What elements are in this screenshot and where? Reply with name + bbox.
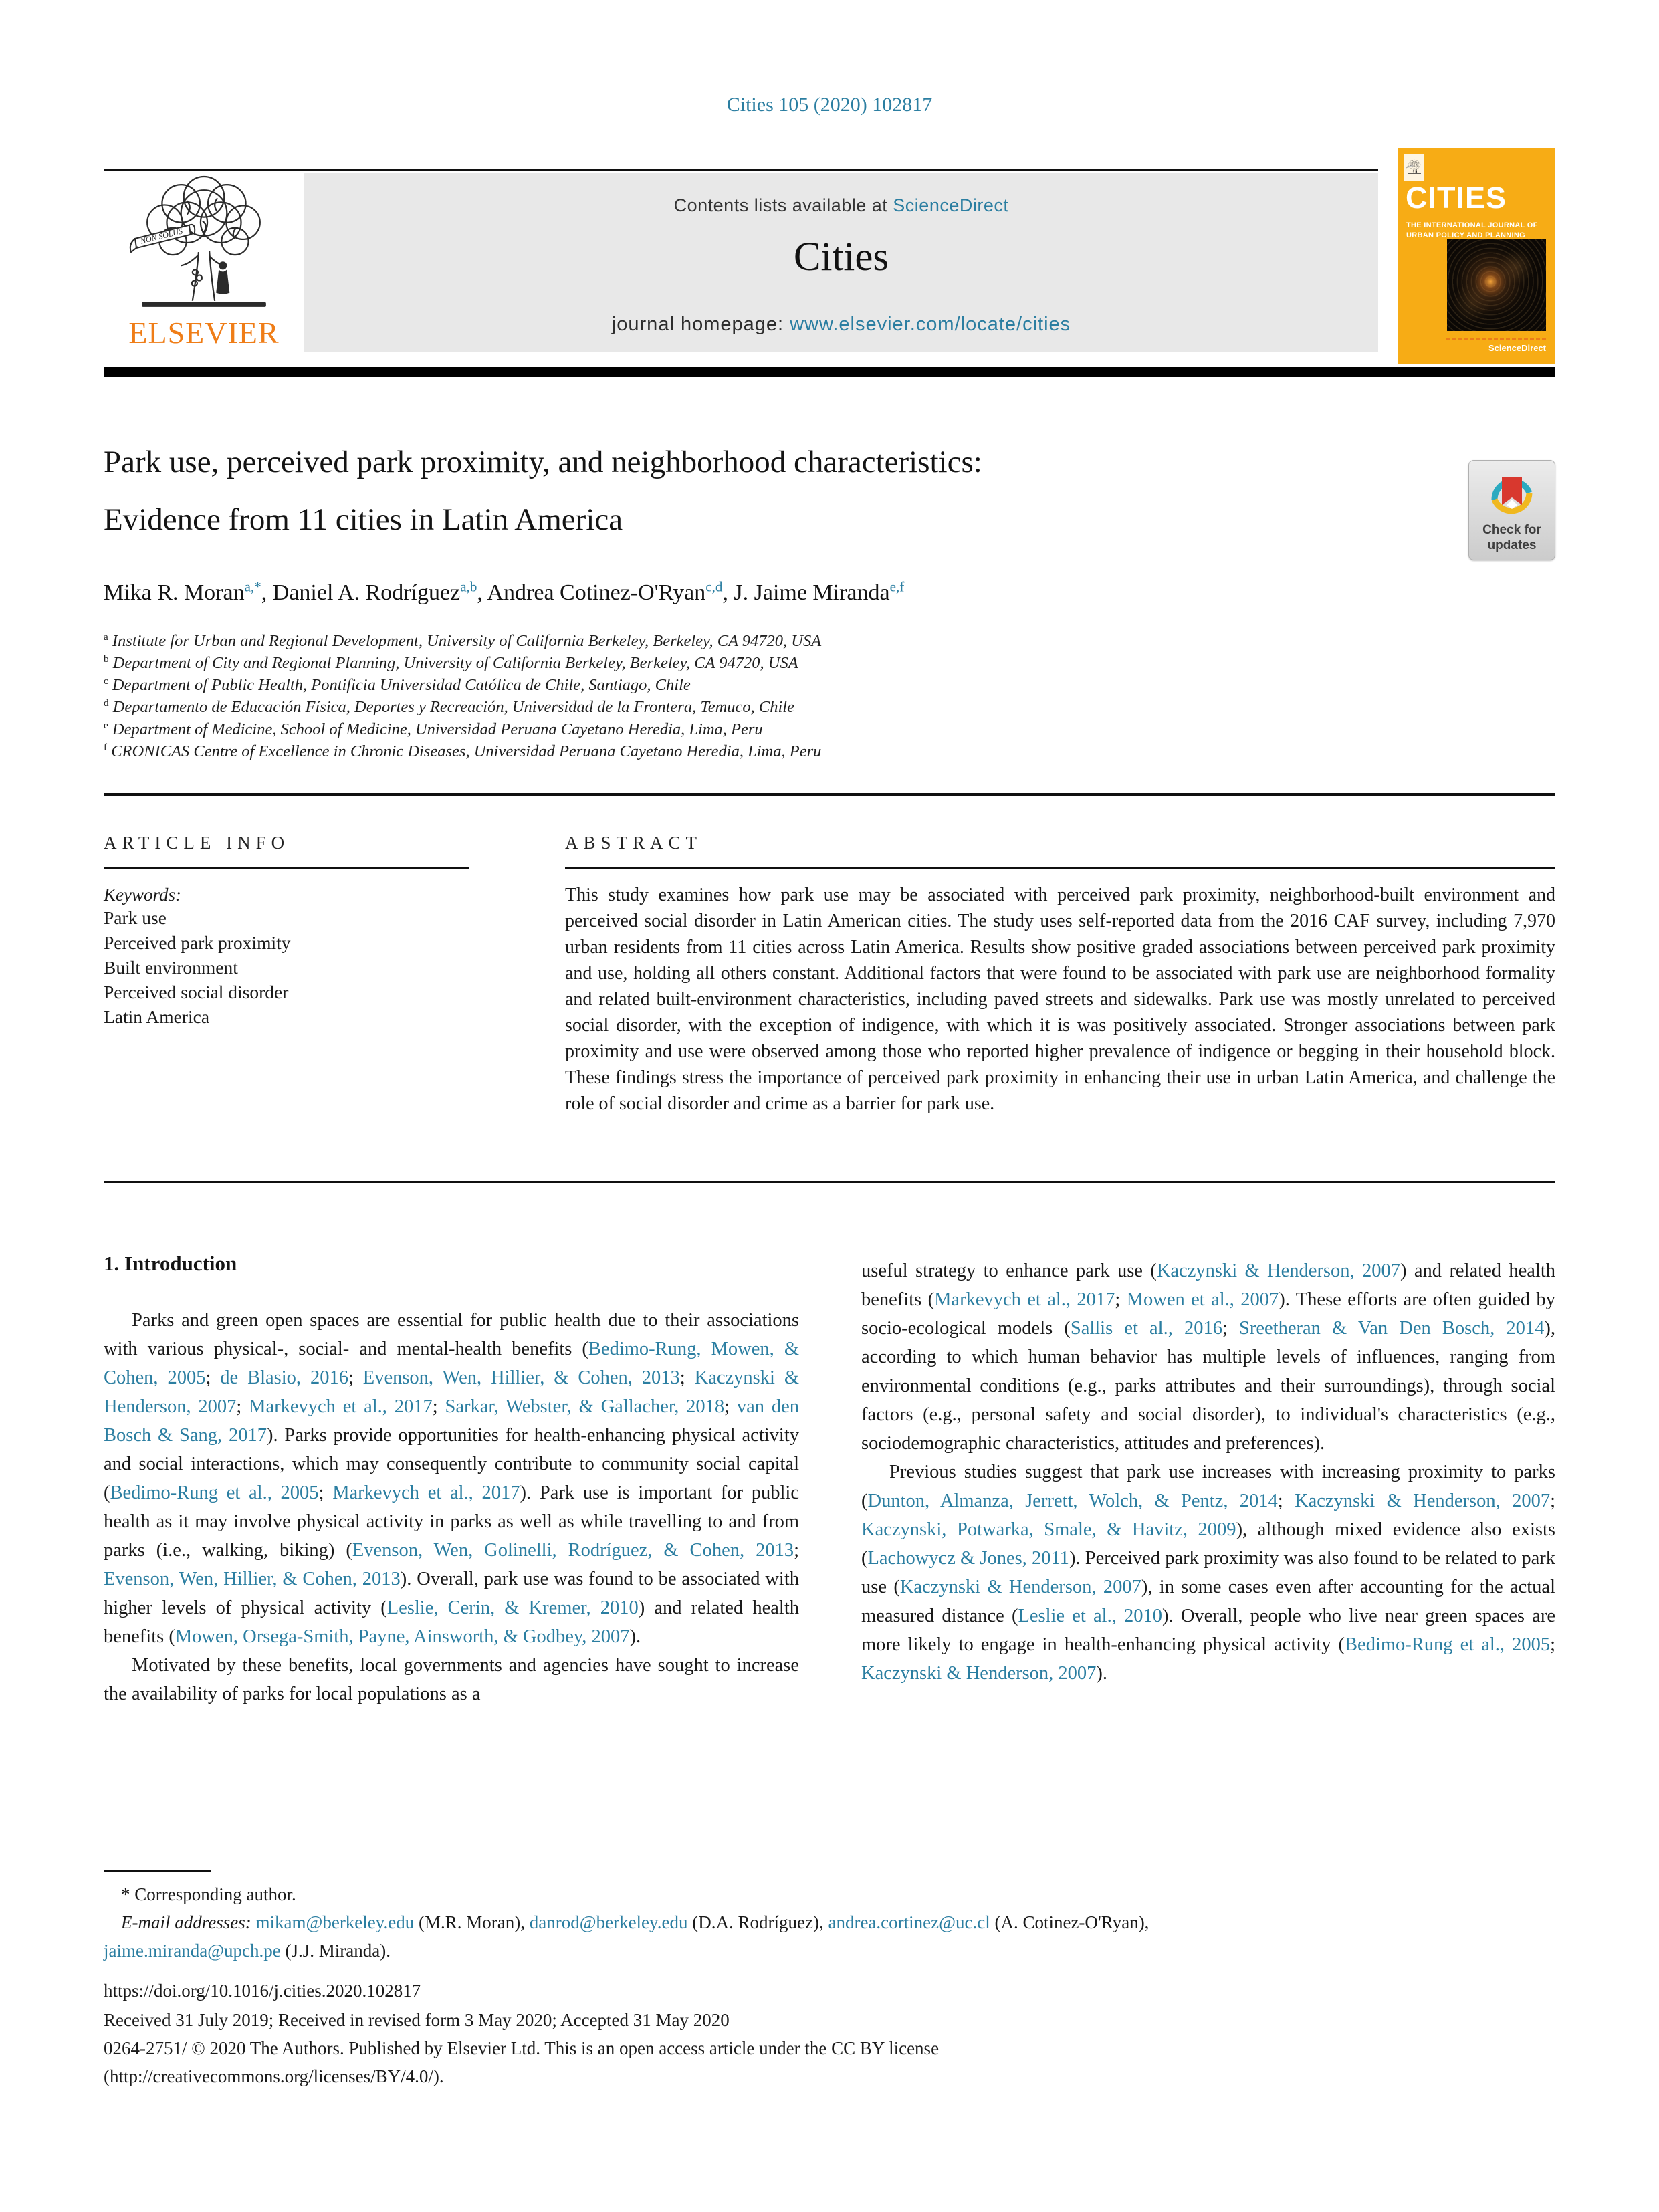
intro-paragraph: Parks and green open spaces are essential for public health due to their associations with various physical-, social- and mental-health benefits (Bedimo-Rung, Mowen, & Cohen, 2005; de Blasio, 2016; Evenson, Wen, Hillier, & Cohen, 2013; Kaczynski & Henderson, 2007; Markevych et al., 2017; Sarkar, Webster, & Gallacher, 2018; van den Bosch & Sang, 2017). Parks provide opportunities for health-enhancing physical activity and social interactions, which may consequently contribute to community social capital (Bedimo-Rung et al., 2005; Markevych et al., 2017). Park use is important for public health as it may involve physical activity in parks as well as while travelling to and from parks (i.e., walking, biking) (Evenson, Wen, Golinelli, Rodríguez, & Cohen, 2013; Evenson, Wen, Hillier, & Cohen, 2013). Overall, park use was found to be associated with higher levels of physical activity (Leslie, Cerin, & Kremer, 2010) and related health benefits (Mowen, Orsega-Smith, Payne, Ainsworth, & Godbey, 2007).	[104, 1310, 800, 1647]
journal-header-banner	[304, 173, 1378, 352]
author-list: Mika R. Moran$^{a,*}$, Daniel A. Rodríguez$^{a,b}$, Andrea Cotinez-O'Ryan$^{c,d}$, J. Jaime Miranda$^{e,f}$	[104, 578, 905, 605]
elsevier-tree-icon	[122, 174, 286, 316]
author-affiliation-superscript: a,b	[460, 578, 477, 595]
text-link[interactable]: Lachowycz & Jones, 2011	[867, 1548, 1069, 1569]
text-link[interactable]: Kaczynski & Henderson, 2007	[104, 1367, 799, 1417]
cover-fineprint-line	[1446, 338, 1546, 340]
text-link[interactable]: Evenson, Wen, Hillier, & Cohen, 2013	[104, 1569, 401, 1589]
affiliation-item: $^b$ Department of City and Regional Planning, University of California Berkeley, Berkeley, CA 94720, USA	[104, 653, 798, 672]
affiliation-item: $^c$ Department of Public Health, Pontificia Universidad Católica de Chile, Santiago, Chile	[104, 675, 691, 694]
author-affiliation-superscript: c,d	[705, 578, 723, 595]
text-link[interactable]: danrod@berkeley.edu	[529, 1912, 688, 1932]
cover-subtitle: THE INTERNATIONAL JOURNAL OF URBAN POLICY AND PLANNING	[1406, 221, 1538, 240]
abstract-text: This study examines how park use may be associated with perceived park proximity, neighborhood-built environment and perceived social disorder in Latin American cities. The study uses self-reported data from the 2016 CAF survey, including 7,970 urban residents from 11 cities across Latin America. Results show positive graded associations between perceived park proximity and use, holding all others constant. Additional factors that were found to be associated with park use are neighborhood formality and related built-environment characteristics, including paved streets and sidewalks. Park use was mostly unrelated to perceived social disorder, with the exception of indigence, with which it is was positively associated. Stronger associations between park proximity and use were observed among those who reported higher prevalence of indigence or begging in their household block. These findings stress the importance of perceived park proximity in enhancing their use in urban Latin America, and challenge the role of social disorder and crime as a barrier for park use.	[565, 885, 1555, 1114]
text-link[interactable]: Leslie et al., 2010	[1018, 1606, 1163, 1626]
text-link[interactable]: Kaczynski & Henderson, 2007	[861, 1663, 1097, 1684]
journal-cover[interactable]	[1398, 148, 1555, 364]
keyword: Latin America	[104, 1006, 210, 1027]
abstract-column	[565, 833, 1555, 1117]
cover-title: CITIES	[1406, 181, 1507, 215]
doi-link[interactable]: https://doi.org/10.1016/j.cities.2020.102817	[104, 1981, 421, 2001]
intro-paragraph: useful strategy to enhance park use (Kaczynski & Henderson, 2007) and related health benefits (Markevych et al., 2017; Mowen et al., 2007). These efforts are often guided by socio-ecological models (Sallis et al., 2016; Sreetheran & Van Den Bosch, 2014), according to which human behavior has multiple levels of influences, ranging from environmental conditions (e.g., parks attributes and their surroundings), through social factors (e.g., personal safety and social disorder), to individual's characteristics (e.g., sociodemographic characteristics, attitudes and preferences).	[861, 1260, 1556, 1454]
email-links: mikam@berkeley.edu (M.R. Moran), danrod@berkeley.edu (D.A. Rodríguez), andrea.cortinez@uc.cl (A. Cotinez-O'Ryan),	[255, 1912, 1149, 1932]
header-divider-bar	[104, 367, 1555, 377]
text-link[interactable]: Markevych et al., 2017	[934, 1289, 1115, 1310]
article-title-line2: Evidence from 11 cities in Latin America	[104, 502, 623, 537]
text-link[interactable]: van den Bosch & Sang, 2017	[104, 1396, 799, 1446]
intro-paragraph: Previous studies suggest that park use increases with increasing proximity to parks (Dunton, Almanza, Jerrett, Wolch, & Pentz, 2014; Kaczynski & Henderson, 2007; Kaczynski, Potwarka, Smale, & Havitz, 2009), although mixed evidence also exists (Lachowycz & Jones, 2011). Perceived park proximity was also found to be related to park use (Kaczynski & Henderson, 2007), in some cases even after accounting for the actual measured distance (Leslie et al., 2010). Overall, people who live near green spaces are more likely to engage in health-enhancing physical activity (Bedimo-Rung et al., 2005; Kaczynski & Henderson, 2007).	[861, 1462, 1555, 1684]
cover-elsevier-mini-logo	[1404, 154, 1424, 181]
abstract-bottom-rule	[104, 1181, 1555, 1183]
header-top-rule	[104, 169, 1378, 171]
crossmark-icon	[1469, 461, 1555, 521]
received-dates: Received 31 July 2019; Received in revised form 3 May 2020; Accepted 31 May 2020	[104, 2010, 730, 2030]
text-link[interactable]: Kaczynski & Henderson, 2007	[899, 1577, 1141, 1597]
text-link[interactable]: Mowen et al., 2007	[1126, 1289, 1279, 1310]
text-link[interactable]: de Blasio, 2016	[220, 1367, 348, 1388]
text-link[interactable]: Bedimo-Rung, Mowen, & Cohen, 2005	[104, 1339, 799, 1388]
text-link[interactable]: Markevych et al., 2017	[249, 1396, 433, 1417]
article-info-heading: ARTICLE INFO	[104, 833, 290, 853]
homepage-prefix: journal homepage:	[611, 314, 790, 335]
check-badge-label: Check for updates	[1482, 523, 1541, 552]
contents-list-line	[304, 195, 1378, 216]
author-affiliation-superscript: a,*	[244, 578, 261, 595]
issn-copyright-line: 0264-2751/ © 2020 The Authors. Published by Elsevier Ltd. This is an open access article under the CC BY license	[104, 2038, 939, 2058]
body-column-left	[104, 1306, 799, 1708]
keyword: Perceived park proximity	[104, 932, 291, 953]
keywords-label: Keywords:	[104, 885, 181, 905]
sciencedirect-link[interactable]: ScienceDirect	[893, 195, 1009, 215]
check-for-updates-badge[interactable]	[1468, 460, 1555, 560]
text-link[interactable]: Kaczynski, Potwarka, Smale, & Havitz, 2009	[861, 1519, 1236, 1540]
homepage-line	[304, 314, 1378, 336]
text-link[interactable]: andrea.cortinez@uc.cl	[828, 1912, 990, 1932]
email-addresses-line	[104, 1912, 1555, 1933]
cover-city-night-image	[1447, 239, 1546, 331]
contents-prefix: Contents lists available at	[673, 195, 893, 215]
text-link[interactable]: Sarkar, Webster, & Gallacher, 2018	[445, 1396, 725, 1417]
email-label: E-mail addresses:	[121, 1912, 251, 1932]
elsevier-logo[interactable]	[104, 173, 304, 352]
affiliation-item: $^a$ Institute for Urban and Regional Development, University of California Berkeley, Berkeley, CA 94720, USA	[104, 631, 822, 650]
text-link[interactable]: Evenson, Wen, Golinelli, Rodríguez, & Cohen, 2013	[352, 1540, 794, 1561]
affiliations	[104, 630, 1428, 762]
affiliation-item: $^f$ CRONICAS Centre of Excellence in Chronic Diseases, Universidad Peruana Cayetano Heredia, Lima, Peru	[104, 741, 822, 760]
text-link[interactable]: Dunton, Almanza, Jerrett, Wolch, & Pentz, 2014	[867, 1490, 1278, 1511]
article-info-rule	[104, 867, 469, 869]
text-link[interactable]: Markevych et al., 2017	[332, 1482, 520, 1503]
intro-paragraph: Motivated by these benefits, local governments and agencies have sought to increase the availability of parks for local populations as a	[104, 1655, 799, 1704]
text-link[interactable]: Evenson, Wen, Hillier, & Cohen, 2013	[362, 1367, 680, 1388]
article-info-column	[104, 833, 469, 1029]
keyword: Perceived social disorder	[104, 982, 289, 1002]
text-link[interactable]: Bedimo-Rung et al., 2005	[110, 1482, 319, 1503]
author-affiliation-superscript: e,f	[889, 578, 905, 595]
journal-reference: Cities 105 (2020) 102817	[726, 94, 933, 116]
text-link[interactable]: Leslie, Cerin, & Kremer, 2010	[386, 1597, 639, 1618]
elsevier-wordmark: ELSEVIER	[128, 316, 280, 350]
journal-name: Cities	[793, 235, 889, 280]
abstract-heading: ABSTRACT	[565, 833, 703, 853]
article-title	[104, 433, 1428, 548]
text-link[interactable]: Kaczynski & Henderson, 2007	[1295, 1490, 1551, 1511]
text-link[interactable]: jaime.miranda@upch.pe	[104, 1941, 281, 1961]
cover-sciencedirect-label: ScienceDirect	[1488, 343, 1546, 353]
abstract-rule	[565, 867, 1555, 869]
text-link[interactable]: Mowen, Orsega-Smith, Payne, Ainsworth, & Godbey, 2007	[175, 1626, 630, 1647]
keyword: Built environment	[104, 957, 238, 978]
info-section-top-rule	[104, 793, 1555, 796]
keyword: Park use	[104, 907, 167, 928]
article-title-line1: Park use, perceived park proximity, and neighborhood characteristics:	[104, 445, 982, 479]
email-addresses-line2: jaime.miranda@upch.pe (J.J. Miranda).	[104, 1941, 391, 1961]
text-link[interactable]: Kaczynski & Henderson, 2007	[1156, 1260, 1401, 1281]
text-link[interactable]: Sallis et al., 2016	[1070, 1318, 1222, 1339]
introduction-heading: 1. Introduction	[104, 1252, 237, 1275]
text-link[interactable]: Bedimo-Rung et al., 2005	[1345, 1634, 1551, 1655]
body-column-right	[861, 1256, 1555, 1688]
footnote-rule	[104, 1870, 211, 1872]
text-link[interactable]: mikam@berkeley.edu	[255, 1912, 415, 1932]
corresponding-author-note: * Corresponding author.	[121, 1884, 296, 1904]
affiliation-item: $^d$ Departamento de Educación Física, Deportes y Recreación, Universidad de la Frontera, Temuco, Chile	[104, 697, 794, 716]
homepage-link[interactable]: www.elsevier.com/locate/cities	[790, 314, 1071, 335]
affiliation-item: $^e$ Department of Medicine, School of Medicine, Universidad Peruana Cayetano Heredia, Lima, Peru	[104, 719, 763, 738]
license-url-line: (http://creativecommons.org/licenses/BY/4.0/).	[104, 2066, 444, 2086]
text-link[interactable]: Sreetheran & Van Den Bosch, 2014	[1239, 1318, 1545, 1339]
